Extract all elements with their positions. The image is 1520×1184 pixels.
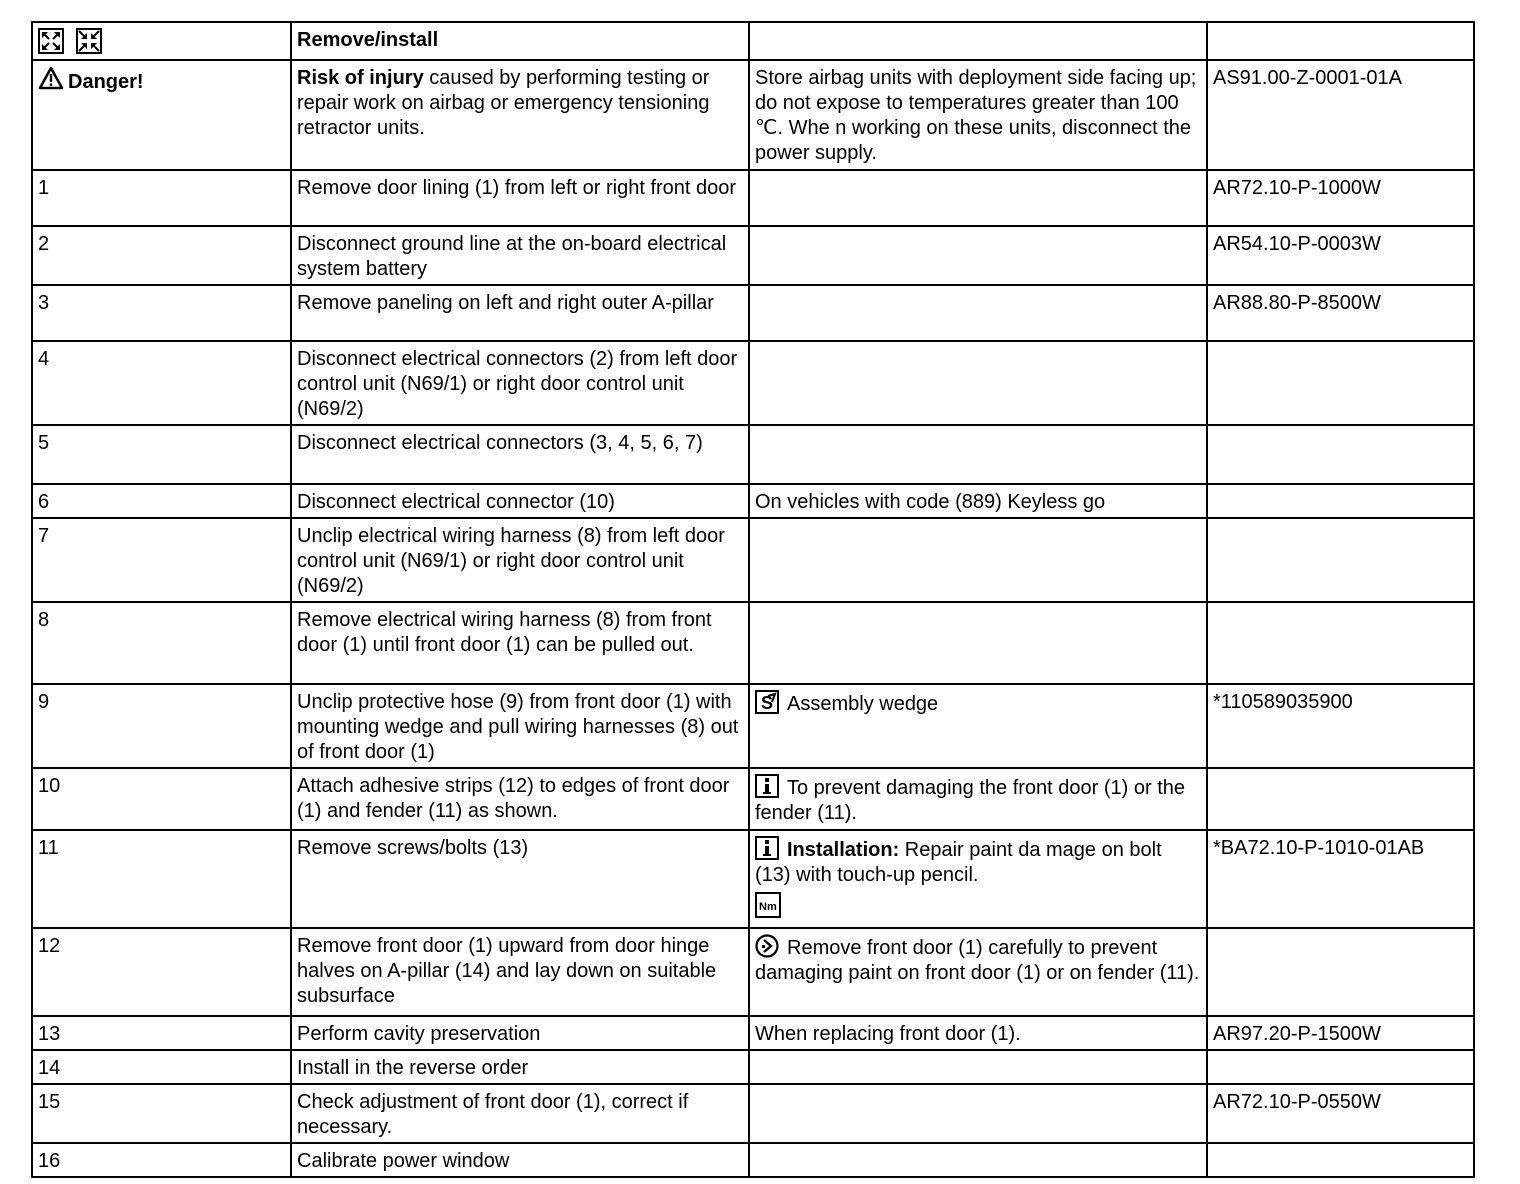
- step-text: Check adjustment of front door (1), correct if necessary.: [291, 1084, 749, 1143]
- step-number: 11: [32, 830, 291, 928]
- step-note: [749, 285, 1207, 341]
- step-text: Remove electrical wiring harness (8) from front door (1) until front door (1) can be pulled out.: [291, 602, 749, 684]
- table-row: [32, 1050, 1474, 1084]
- procedure-table: [31, 21, 1475, 1178]
- danger-note: Store airbag units with deployment side facing up; do not expose to temperatures greater than 100 ℃. Whe n working on these units, disconnect the power supply.: [749, 60, 1207, 170]
- danger-row: [32, 60, 1474, 170]
- step-text: Disconnect electrical connectors (3, 4, 5, 6, 7): [291, 425, 749, 484]
- caution-icon: [755, 934, 779, 958]
- step-note: [749, 602, 1207, 684]
- step-note: [749, 226, 1207, 285]
- table-row: [32, 170, 1474, 226]
- step-number: 13: [32, 1016, 291, 1050]
- table-row: [32, 1016, 1474, 1050]
- svg-text:Nm: Nm: [759, 901, 777, 913]
- step-ref[interactable]: AR72.10-P-1000W: [1207, 170, 1474, 226]
- step-text: Disconnect electrical connector (10): [291, 484, 749, 518]
- step-text: Disconnect electrical connectors (2) from left door control unit (N69/1) or right door control unit (N69/2): [291, 341, 749, 425]
- step-ref[interactable]: *110589035900: [1207, 684, 1474, 768]
- step-note-cell: [749, 684, 1207, 768]
- header-icons-cell: [32, 22, 291, 60]
- step-ref[interactable]: [1207, 768, 1474, 830]
- step-note-cell: [749, 830, 1207, 928]
- step-note: [749, 1050, 1207, 1084]
- table-row: [32, 928, 1474, 1016]
- table-row: [32, 285, 1474, 341]
- danger-ref[interactable]: AS91.00-Z-0001-01A: [1207, 60, 1474, 170]
- step-number: 10: [32, 768, 291, 830]
- step-ref[interactable]: [1207, 1143, 1474, 1177]
- step-note: Assembly wedge: [787, 693, 939, 715]
- step-number: 9: [32, 684, 291, 768]
- table-row: [32, 518, 1474, 602]
- step-note-cell: [749, 768, 1207, 830]
- info-icon: [755, 836, 779, 860]
- step-note: Repair paint da mage on bolt (13) with touch-up pencil.: [755, 839, 1162, 886]
- step-note: When replacing front door (1).: [749, 1016, 1207, 1050]
- step-text: Unclip electrical wiring harness (8) from left door control unit (N69/1) or right door control unit (N69/2): [291, 518, 749, 602]
- table-row: [32, 684, 1474, 768]
- step-note: [749, 518, 1207, 602]
- step-ref[interactable]: *BA72.10-P-1010-01AB: [1207, 830, 1474, 928]
- table-row: [32, 341, 1474, 425]
- step-ref[interactable]: [1207, 425, 1474, 484]
- step-note: [749, 425, 1207, 484]
- table-row: [32, 226, 1474, 285]
- danger-label-cell: [32, 60, 291, 170]
- header-row: [32, 22, 1474, 60]
- step-ref[interactable]: [1207, 602, 1474, 684]
- step-ref[interactable]: [1207, 341, 1474, 425]
- step-text: Attach adhesive strips (12) to edges of front door (1) and fender (11) as shown.: [291, 768, 749, 830]
- step-text: Calibrate power window: [291, 1143, 749, 1177]
- step-note: Remove front door (1) carefully to prevent damaging paint on front door (1) or on fender (11).: [755, 937, 1200, 984]
- step-number: 5: [32, 425, 291, 484]
- torque-nm-icon[interactable]: [755, 892, 781, 918]
- warning-triangle-icon: [38, 66, 64, 90]
- step-note: To prevent damaging the front door (1) or the fender (11).: [755, 777, 1186, 824]
- step-number: 6: [32, 484, 291, 518]
- table-row: [32, 1084, 1474, 1143]
- step-text: Remove paneling on left and right outer A-pillar: [291, 285, 749, 341]
- table-row: [32, 830, 1474, 928]
- step-text: Remove door lining (1) from left or right front door: [291, 170, 749, 226]
- step-ref[interactable]: [1207, 484, 1474, 518]
- step-ref[interactable]: AR97.20-P-1500W: [1207, 1016, 1474, 1050]
- step-number: 16: [32, 1143, 291, 1177]
- step-text: Unclip protective hose (9) from front door (1) with mounting wedge and pull wiring harnesses (8) out of front door (1): [291, 684, 749, 768]
- step-number: 3: [32, 285, 291, 341]
- step-number: 2: [32, 226, 291, 285]
- step-text: Perform cavity preservation: [291, 1016, 749, 1050]
- step-text: Install in the reverse order: [291, 1050, 749, 1084]
- header-empty-note: [749, 22, 1207, 60]
- table-row: [32, 484, 1474, 518]
- step-note: [749, 341, 1207, 425]
- step-number: 7: [32, 518, 291, 602]
- svg-text:S: S: [761, 693, 774, 713]
- step-number: 14: [32, 1050, 291, 1084]
- danger-risk-cell: [291, 60, 749, 170]
- step-note: [749, 170, 1207, 226]
- step-text: Disconnect ground line at the on-board electrical system battery: [291, 226, 749, 285]
- special-tool-icon: [755, 690, 779, 714]
- step-note: On vehicles with code (889) Keyless go: [749, 484, 1207, 518]
- installation-label: Installation:: [787, 839, 900, 861]
- step-note: [749, 1143, 1207, 1177]
- torque-row: [755, 892, 1201, 925]
- step-ref[interactable]: AR72.10-P-0550W: [1207, 1084, 1474, 1143]
- step-text: Remove front door (1) upward from door hinge halves on A-pillar (14) and lay down on suitable subsurface: [291, 928, 749, 1016]
- risk-text: caused by performing testing or repair work on airbag or emergency tensioning retractor units.: [297, 67, 710, 139]
- header-empty-ref: [1207, 22, 1474, 60]
- step-ref[interactable]: [1207, 1050, 1474, 1084]
- step-ref[interactable]: AR54.10-P-0003W: [1207, 226, 1474, 285]
- risk-bold: Risk of injury: [297, 67, 424, 89]
- table-row: [32, 425, 1474, 484]
- step-ref[interactable]: AR88.80-P-8500W: [1207, 285, 1474, 341]
- table-row: [32, 768, 1474, 830]
- collapse-icon[interactable]: [76, 28, 102, 54]
- step-number: 8: [32, 602, 291, 684]
- expand-icon[interactable]: [38, 28, 64, 54]
- step-number: 15: [32, 1084, 291, 1143]
- header-title: Remove/install: [291, 22, 749, 60]
- table-row: [32, 602, 1474, 684]
- step-note: [749, 1084, 1207, 1143]
- step-number: 4: [32, 341, 291, 425]
- step-number: 12: [32, 928, 291, 1016]
- step-ref[interactable]: [1207, 518, 1474, 602]
- info-icon: [755, 774, 779, 798]
- step-ref[interactable]: [1207, 928, 1474, 1016]
- step-text: Remove screws/bolts (13): [291, 830, 749, 928]
- table-row: [32, 1143, 1474, 1177]
- step-note-cell: [749, 928, 1207, 1016]
- danger-label: Danger!: [68, 71, 144, 93]
- step-number: 1: [32, 170, 291, 226]
